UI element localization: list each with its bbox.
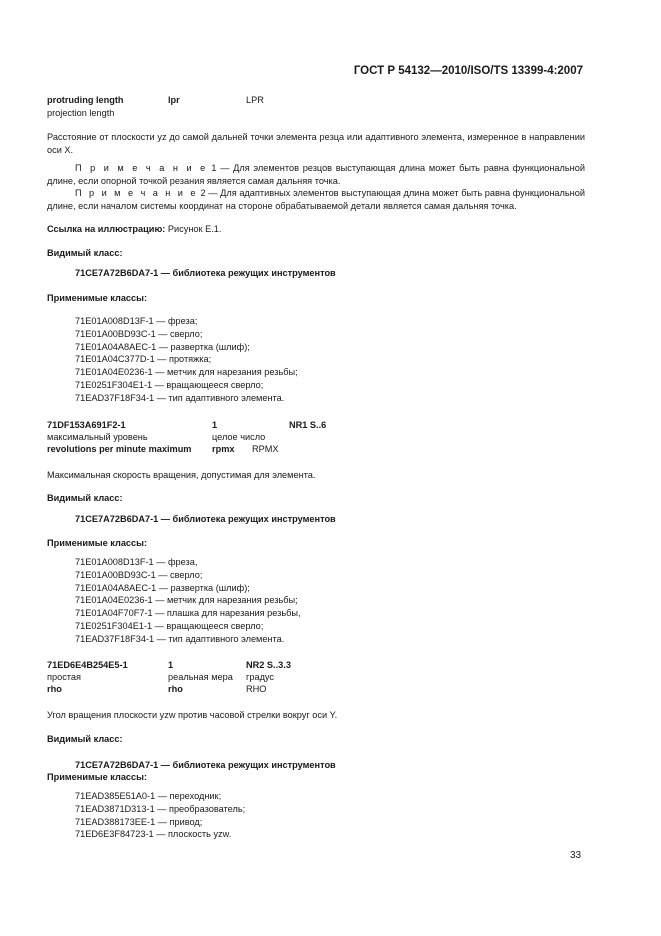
term-name-ru: простая	[47, 672, 81, 682]
illustration-value: Рисунок Е.1.	[165, 224, 222, 234]
list-item: 71E01A04A8AEC-1 — развертка (шлиф);	[75, 341, 250, 352]
visible-class-label: Видимый класс:	[47, 248, 123, 258]
visible-class-value: 71CE7A72B6DA7-1 — библиотека режущих инструментов	[75, 268, 336, 278]
term-format: NR1 S..6	[289, 420, 327, 430]
term-name-en: revolutions per minute maximum	[47, 444, 192, 454]
list-item: 71E0251F304E1-1 — вращающееся сверло;	[75, 620, 264, 631]
term-code: 71ED6E4B254E5-1	[47, 660, 128, 670]
visible-class-label: Видимый класс:	[47, 493, 123, 503]
term-symbol-caps: RPMX	[252, 444, 279, 454]
term-symbol: rpmx	[212, 444, 235, 454]
illustration-label: Ссылка на иллюстрацию:	[47, 224, 166, 234]
term-format: NR2 S..3.3	[246, 660, 291, 670]
term-unit: градус	[246, 672, 275, 682]
applicable-classes-label: Применимые классы:	[47, 538, 148, 548]
note-2-text: 2 — Для адаптивных элементов выступающая длина может быть равна функциональной длине, если началом системы координат на стороне обрабатываемой детали является самая дальняя точка.	[47, 188, 585, 211]
visible-class-value: 71CE7A72B6DA7-1 — библиотека режущих инструментов	[75, 760, 336, 770]
applicable-classes-list	[75, 557, 301, 647]
term-alt-name: projection length	[47, 108, 115, 118]
term-name-ru: максимальный уровень	[47, 432, 148, 442]
term-type-ru: реальная мера	[168, 672, 233, 682]
list-item: 71E01A00BD93C-1 — сверло;	[75, 328, 203, 339]
list-item: 71E01A04F70F7-1 — плашка для нарезания резьбы,	[75, 608, 301, 619]
note-2-label: П р и м е ч а н и е	[75, 188, 198, 198]
note-1-text: 1 — Для элементов резцов выступающая длина может быть равна функциональной длине, если опорной точкой резания является самая дальняя точка.	[47, 163, 585, 186]
applicable-classes-list	[75, 791, 245, 842]
list-item: 71E01A008D13F-1 — фреза;	[75, 316, 198, 326]
term-version: 1	[168, 660, 174, 670]
term-code: 71DF153A691F2-1	[47, 420, 126, 430]
note-1-label: П р и м е ч а н и е	[75, 163, 208, 173]
term-definition: Расстояние от плоскости yz до самой дальней точки элемента резца или адаптивного элемента, измеренное в направлении оси X.	[47, 132, 585, 155]
list-item: 71E0251F304E1-1 — вращающееся сверло;	[75, 379, 264, 390]
list-item: 71EAD37F18F34-1 — тип адаптивного элемента.	[75, 392, 285, 403]
visible-class-value: 71CE7A72B6DA7-1 — библиотека режущих инструментов	[75, 514, 336, 524]
visible-class-label: Видимый класс:	[47, 734, 123, 744]
list-item: 71E01A04E0236-1 — метчик для нарезания резьбы;	[75, 367, 298, 378]
list-item: 71EAD388173EE-1 — привод;	[75, 816, 203, 827]
term-symbol: rho	[168, 684, 183, 694]
note-1	[47, 162, 585, 188]
list-item: 71EAD37F18F34-1 — тип адаптивного элемента.	[75, 633, 285, 644]
term-symbol: lpr	[168, 95, 180, 105]
applicable-classes-list	[75, 316, 298, 406]
term-name-en: protruding length	[47, 95, 124, 105]
term-version: 1	[212, 420, 218, 430]
applicable-classes-label: Применимые классы:	[47, 293, 148, 303]
list-item: 71E01A008D13F-1 — фреза,	[75, 557, 198, 567]
list-item: 71E01A00BD93C-1 — сверло;	[75, 569, 203, 580]
page-number: 33	[570, 850, 582, 861]
list-item: 71ED6E3F84723-1 — плоскость yzw.	[75, 829, 232, 840]
list-item: 71EAD3871D313-1 — преобразователь;	[75, 803, 246, 814]
document-header: ГОСТ Р 54132—2010/ISO/TS 13399-4:2007	[353, 65, 583, 77]
list-item: 71E01A04A8AEC-1 — развертка (шлиф);	[75, 582, 250, 593]
illustration-reference	[47, 224, 221, 234]
term-type-ru: целое число	[212, 432, 266, 442]
term-definition: Угол вращения плоскости yzw против часовой стрелки вокруг оси Y.	[47, 710, 338, 720]
term-definition: Максимальная скорость вращения, допустимая для элемента.	[47, 470, 316, 480]
term-symbol-caps: RHO	[246, 684, 267, 694]
term-name-en: rho	[47, 684, 62, 694]
applicable-classes-label: Применимые классы:	[47, 772, 148, 782]
term-symbol-caps: LPR	[246, 95, 264, 105]
list-item: 71E01A04E0236-1 — метчик для нарезания резьбы;	[75, 595, 298, 606]
list-item: 71EAD385E51A0-1 — переходник;	[75, 791, 222, 801]
list-item: 71E01A04C377D-1 — протяжка;	[75, 354, 212, 365]
note-2	[47, 187, 585, 213]
